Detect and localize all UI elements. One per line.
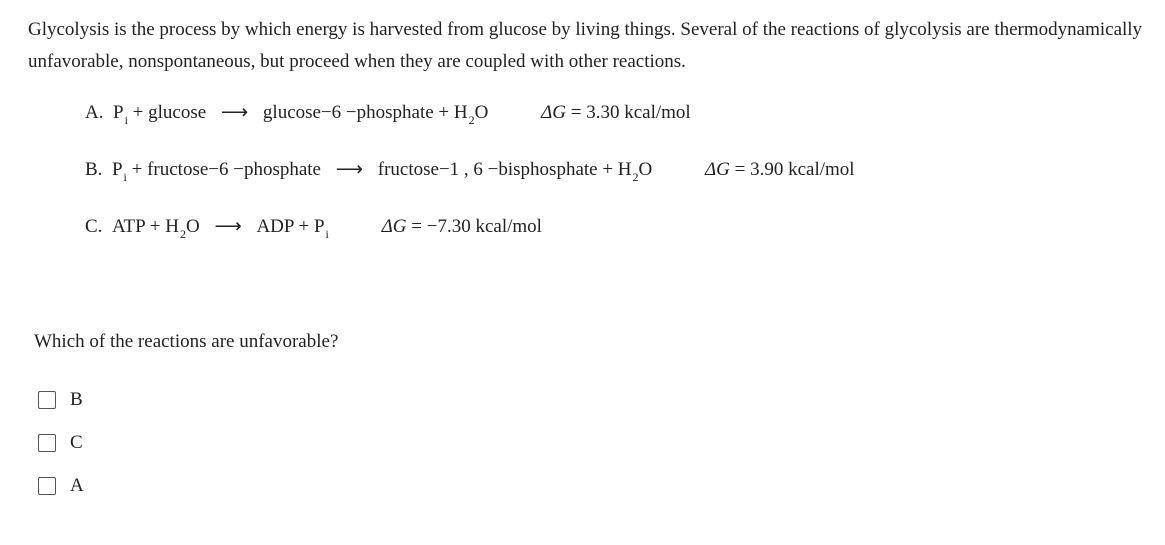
option-label: A — [70, 475, 84, 496]
checkbox[interactable] — [38, 434, 56, 452]
reaction-arrow-icon: ⟶ — [220, 102, 249, 123]
reactant-text: + fructose−6 −phosphate — [131, 159, 321, 180]
product-text: O — [638, 159, 653, 180]
option-label: B — [70, 389, 83, 410]
product-text: ADP + P — [256, 216, 325, 237]
delta-g: ΔG = 3.90 kcal/mol — [705, 159, 855, 180]
reaction-arrow-icon: ⟶ — [214, 216, 242, 237]
option-label: C — [70, 432, 83, 453]
product-text: glucose−6 −phosphate + H — [262, 102, 468, 123]
checkbox[interactable] — [38, 391, 56, 409]
subscript: i — [325, 227, 329, 241]
option-b[interactable] — [38, 389, 83, 411]
question-text: Which of the reactions are unfavorable? — [34, 331, 339, 352]
reaction-arrow-icon: ⟶ — [335, 159, 363, 180]
subscript: 2 — [179, 227, 186, 241]
subscript: i — [123, 170, 127, 184]
option-c[interactable] — [38, 432, 83, 454]
reactant-text: ATP + H — [111, 216, 179, 237]
reaction-c — [85, 215, 542, 241]
reactant-text: O — [185, 216, 200, 237]
option-a[interactable] — [38, 475, 84, 497]
product-text: fructose−1 , 6 −bisphosphate + H — [377, 159, 632, 180]
reactant-text: P — [111, 159, 123, 180]
subscript: i — [124, 113, 128, 127]
reaction-label: A. — [85, 102, 104, 123]
checkbox[interactable] — [38, 477, 56, 495]
intro-paragraph: Glycolysis is the process by which energy is harvested from glucose by living things. Several of the reactions of glycolysis are thermodynamically unfavorable, nonspontaneous, but proceed when they are coupled with other reactions. — [28, 19, 1143, 72]
reaction-b — [85, 158, 855, 184]
reaction-label: C. — [85, 216, 103, 237]
reactant-text: P — [112, 102, 124, 123]
reaction-a — [85, 101, 691, 127]
delta-g: ΔG = 3.30 kcal/mol — [541, 102, 691, 123]
reactant-text: + glucose — [132, 102, 207, 123]
subscript: 2 — [468, 113, 475, 127]
delta-g: ΔG = −7.30 kcal/mol — [381, 216, 542, 237]
product-text: O — [474, 102, 489, 123]
subscript: 2 — [632, 170, 639, 184]
reaction-label: B. — [85, 159, 103, 180]
